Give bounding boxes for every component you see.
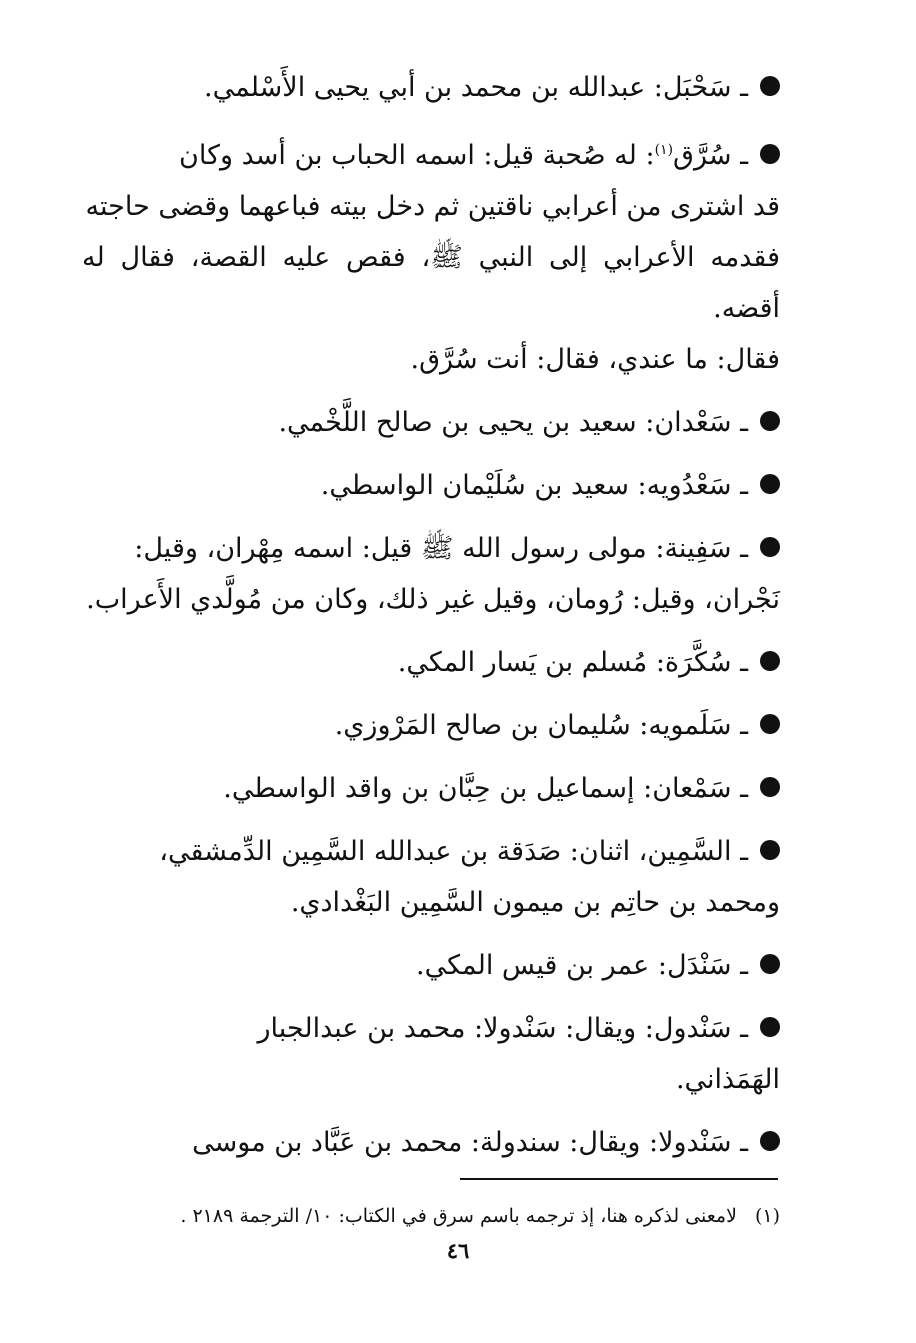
entry-line: ـ سَمْعان: إسماعيل بن حِبَّان بن واقد الواسطي. [223,773,748,804]
entry-line: فقال: ما عندي، فقال: أنت سُرَّق. [410,344,780,375]
bullet-icon [760,411,780,431]
footnote-divider [460,1178,778,1180]
entry-line [82,826,780,877]
bullet-icon [760,144,780,164]
bullet-icon [760,76,780,96]
entry-line: الهَمَذاني. [675,1064,780,1095]
entry-line-text: ـ سَنْدول: ويقال: سَنْدولا: محمد بن عبدالجبار [257,1013,748,1044]
bullet-icon [760,777,780,797]
entry-line: ـ سَنْدولا: ويقال: سندولة: محمد بن عَبَّاد بن موسى [192,1127,748,1158]
entry-line: ـ سَحْبَل: عبدالله بن محمد بن أبي يحيى الأَسْلمي. [204,72,748,103]
bullet-icon [760,954,780,974]
entry-line [82,523,780,574]
entry-head: ـ سُرَّق [673,140,748,171]
entry-line: ـ سُكَّرَة: مُسلم بن يَسار المكي. [397,647,748,678]
entry-sahbal [82,62,780,113]
entry-line: نَجْران، وقيل: رُومان، وقيل غير ذلك، وكان من مُولَّدي الأَعراب. [86,584,780,615]
entry-line: فقدمه الأعرابي إلى النبي ﷺ، فقص عليه القصة، فقال له أقضه. [82,242,780,324]
entry-line [82,1003,780,1054]
entry-line: ـ سَلَمويه: سُليمان بن صالح المَرْوزي. [334,710,748,741]
entry-line: قد اشترى من أعرابي ناقتين ثم دخل بيته فباعهما وقضى حاجته [85,191,780,222]
entry-samin [82,826,780,928]
footnote-marker[interactable]: (١) [654,142,674,158]
bullet-icon [760,714,780,734]
entry-line-text: ـ السَّمِين، اثنان: صَدَقة بن عبدالله السَّمِين الدِّمشقي، [159,836,748,867]
bullet-icon [760,651,780,671]
bullet-icon [760,537,780,557]
entry-siman [82,763,780,814]
footnote-number: (١) [754,1205,780,1227]
entry-line: ـ سَنْدَل: عمر بن قيس المكي. [416,950,748,981]
entry-line-text: ـ سَفِينة: مولى رسول الله ﷺ قيل: اسمه مِهْران، وقيل: [134,533,748,564]
entry-salamawayh [82,700,780,751]
entry-sandul [82,1003,780,1105]
page-number: ٤٦ [446,1238,470,1263]
entry-sandal [82,940,780,991]
entry-line: ـ سَعْدان: سعيد بن يحيى بن صالح اللَّخْمي. [278,407,748,438]
footnote [120,1200,780,1232]
bullet-icon [760,1017,780,1037]
entry-surraq [82,125,780,385]
entry-line-rest: : له صُحبة قيل: اسمه الحباب بن أسد وكان [179,140,655,171]
bullet-icon [760,474,780,494]
entry-sadawayh [82,460,780,511]
entry-sukkara [82,637,780,688]
entry-line [82,125,780,181]
entry-safina [82,523,780,625]
bullet-icon [760,1131,780,1151]
main-text [82,62,780,1180]
footnote-text: لامعنى لذكره هنا، إذ ترجمه باسم سرق في الكتاب: ١٠/ الترجمة ٢١٨٩ . [180,1205,737,1227]
entry-sandula [82,1117,780,1168]
entry-line: ومحمد بن حاتِم بن ميمون السَّمِين البَغْدادي. [290,887,780,918]
entry-line: ـ سَعْدُويه: سعيد بن سُلَيْمان الواسطي. [320,470,748,501]
entry-sadan [82,397,780,448]
bullet-icon [760,840,780,860]
